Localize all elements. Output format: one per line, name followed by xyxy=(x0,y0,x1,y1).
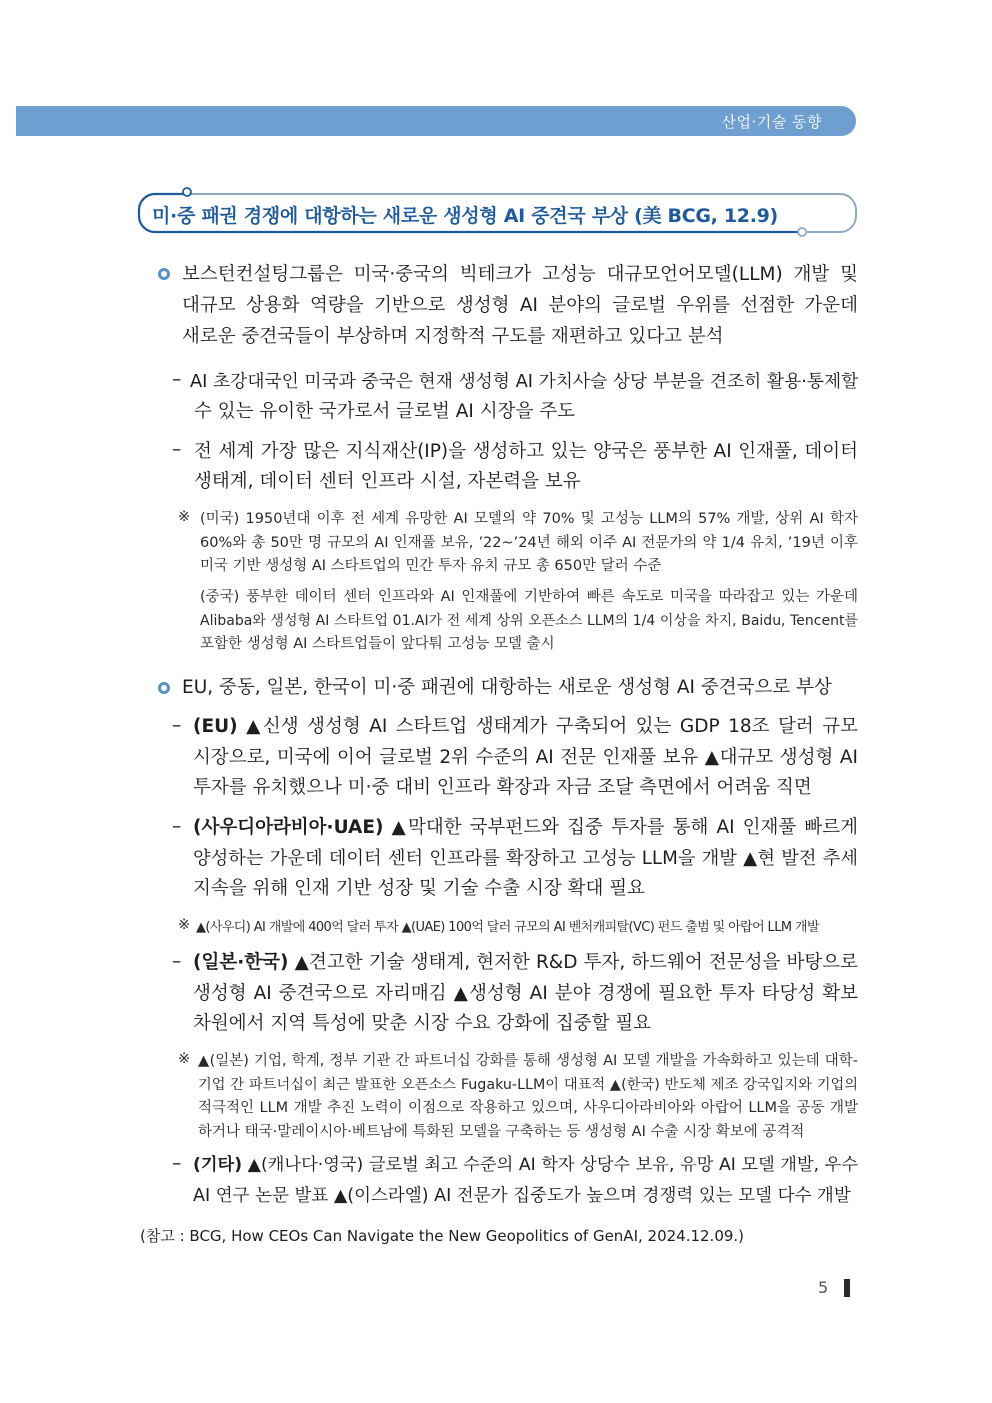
other-paragraph xyxy=(193,1150,858,1211)
dash-marker: – xyxy=(172,369,182,390)
mideast-line: 양성하는 가운데 데이터 센터 인프라를 확장하고 고성능 LLM을 개발 ▲현 발전 추세 xyxy=(193,847,858,869)
note-line: 미국 기반 생성형 AI 스타트업의 민간 투자 유치 규모 총 650만 달러 수준 xyxy=(200,558,662,574)
dash-marker: – xyxy=(172,1153,182,1174)
other-line: ▲(캐나다·영국) 글로벌 최고 수준의 AI 학자 상당수 보유, 유망 AI 모델 개발, 우수 xyxy=(247,1155,858,1175)
note-line: 하거나 태국·말레이시아·베트남에 특화된 모델을 구축하는 등 생성형 AI 수출 시장 확보에 공격적 xyxy=(198,1123,805,1140)
detail-line: 전 세계 가장 많은 지식재산(IP)을 생성하고 있는 양국은 풍부한 AI 인재풀, 데이터 xyxy=(194,441,858,462)
dash-marker: – xyxy=(172,816,182,837)
detail-line: 생태계, 데이터 센터 인프라 시설, 자본력을 보유 xyxy=(194,471,581,492)
page-number: 5 xyxy=(818,1278,829,1297)
eu-line: 시장으로, 미국에 이어 글로벌 2위 수준의 AI 전문 인재풀 보유 ▲대규모 생성형 AI xyxy=(193,746,858,768)
article-title: 미·중 패권 경쟁에 대항하는 새로운 생성형 AI 중견국 부상 (美 BCG, 12.9) xyxy=(152,205,778,227)
summary-line: EU, 중동, 일본, 한국이 미·중 패권에 대항하는 새로운 생성형 AI 중견국으로 부상 xyxy=(182,677,832,698)
note-marker: ※ xyxy=(178,917,191,933)
mideast-line: ▲막대한 국부펀드와 집중 투자를 통해 AI 인재풀 빠르게 xyxy=(391,817,858,838)
dash-marker: – xyxy=(172,951,182,972)
note-jpkr xyxy=(198,1050,858,1144)
section-category: 산업·기술 동향 xyxy=(721,113,822,131)
note-line: 기업 간 파트너십이 최근 발표한 오픈소스 Fugaku-LLM이 대표적 ▲(한국) 반도체 제조 강국입지와 기업의 xyxy=(198,1076,858,1093)
jpkr-line: 생성형 AI 중견국으로 자리매김 ▲생성형 AI 분야 경쟁에 필요한 투자 타당성 확보 xyxy=(193,982,858,1004)
note-line: (중국) 풍부한 데이터 센터 인프라와 AI 인재풀에 기반하여 빠른 속도로 미국을 따라잡고 있는 가운데 xyxy=(200,589,858,605)
detail-paragraph xyxy=(194,437,858,497)
note-line: (미국) 1950년대 이후 전 세계 유망한 AI 모델의 약 70% 및 고성능 LLM의 57% 개발, 상위 AI 학자 xyxy=(200,511,858,527)
page-marker-bar xyxy=(844,1279,850,1297)
eu-paragraph xyxy=(193,712,858,804)
other-label: (기타) xyxy=(193,1155,243,1175)
summary-line: 새로운 중견국들이 부상하며 지정학적 구도를 재편하고 있다고 분석 xyxy=(182,326,724,347)
other-line: AI 연구 논문 발표 ▲(이스라엘) AI 전문가 집중도가 높으며 경쟁력 있는 모델 다수 개발 xyxy=(193,1185,851,1206)
summary-line: 대규모 상용화 역량을 기반으로 생성형 AI 분야의 글로벌 우위를 선점한 가운데 xyxy=(182,295,858,316)
summary-paragraph xyxy=(182,259,858,352)
jpkr-paragraph xyxy=(193,948,858,1040)
eu-line: ▲신생 생성형 AI 스타트업 생태계가 구축되어 있는 GDP 18조 달러 규모 xyxy=(246,716,858,737)
note-line: Alibaba와 생성형 AI 스타트업 01.AI가 전 세계 상위 오픈소스 LLM의 1/4 이상을 차지, Baidu, Tencent를 xyxy=(200,612,858,629)
detail-line: AI 초강대국인 미국과 중국은 현재 생성형 AI 가치사슬 상당 부분을 견조히 활용·통제할 xyxy=(190,372,859,392)
summary-line: 보스턴컨설팅그룹은 미국·중국의 빅테크가 고성능 대규모언어모델(LLM) 개발 및 xyxy=(182,264,858,285)
note-line: 포함한 생성형 AI 스타트업들이 앞다퉈 고성능 모델 출시 xyxy=(200,636,555,652)
header-bar xyxy=(16,106,856,136)
detail-line: 수 있는 유이한 국가로서 글로벌 AI 시장을 주도 xyxy=(194,401,575,422)
jpkr-label: (일본·한국) xyxy=(193,952,289,973)
eu-line: 투자를 유치했으나 미·중 대비 인프라 확장과 자금 조달 측면에서 어려움 직면 xyxy=(193,777,812,798)
bullet-icon xyxy=(158,682,170,694)
note-china xyxy=(200,586,858,657)
bullet-icon xyxy=(158,268,170,280)
note-line: ▲(사우디) AI 개발에 400억 달러 투자 ▲(UAE) 100억 달러 규모의 AI 벤처캐피탈(VC) 펀드 출범 및 아랍어 LLM 개발 xyxy=(196,920,819,935)
note-line: ▲(일본) 기업, 학계, 정부 기관 간 파트너십 강화를 통해 생성형 AI 모델 개발을 가속화하고 있는데 대학- xyxy=(198,1053,858,1069)
note-line: 60%와 총 50만 명 규모의 AI 인재풀 보유, ’22~’24년 해외 이주 AI 전문가의 약 1/4 유치, ’19년 이후 xyxy=(200,534,858,551)
note-us xyxy=(200,508,858,579)
dash-marker: – xyxy=(172,439,182,460)
note-marker: ※ xyxy=(178,509,191,525)
jpkr-line: ▲견고한 기술 생태계, 현저한 R&D 투자, 하드웨어 전문성을 바탕으로 xyxy=(294,952,858,973)
mideast-paragraph xyxy=(193,813,858,905)
note-line: 적극적인 LLM 개발 추진 노력이 이점으로 작용하고 있으며, 사우디아라비아와 아랍어 LLM을 공동 개발 xyxy=(198,1100,858,1116)
note-marker: ※ xyxy=(178,1051,191,1067)
mideast-line: 지속을 위해 인재 기반 성장 및 기술 수출 시장 확대 필요 xyxy=(193,878,645,899)
detail-paragraph xyxy=(190,367,858,427)
dash-marker: – xyxy=(172,715,182,736)
reference-note: (참고 : BCG, How CEOs Can Navigate the New Geopolitics of GenAI, 2024.12.09.) xyxy=(140,1227,745,1245)
summary-paragraph xyxy=(182,672,858,703)
jpkr-line: 차원에서 지역 특성에 맞춘 시장 수요 강화에 집중할 필요 xyxy=(193,1013,652,1034)
note-mideast xyxy=(196,916,858,940)
mideast-label: (사우디아라비아·UAE) xyxy=(193,817,384,838)
eu-label: (EU) xyxy=(193,716,238,737)
